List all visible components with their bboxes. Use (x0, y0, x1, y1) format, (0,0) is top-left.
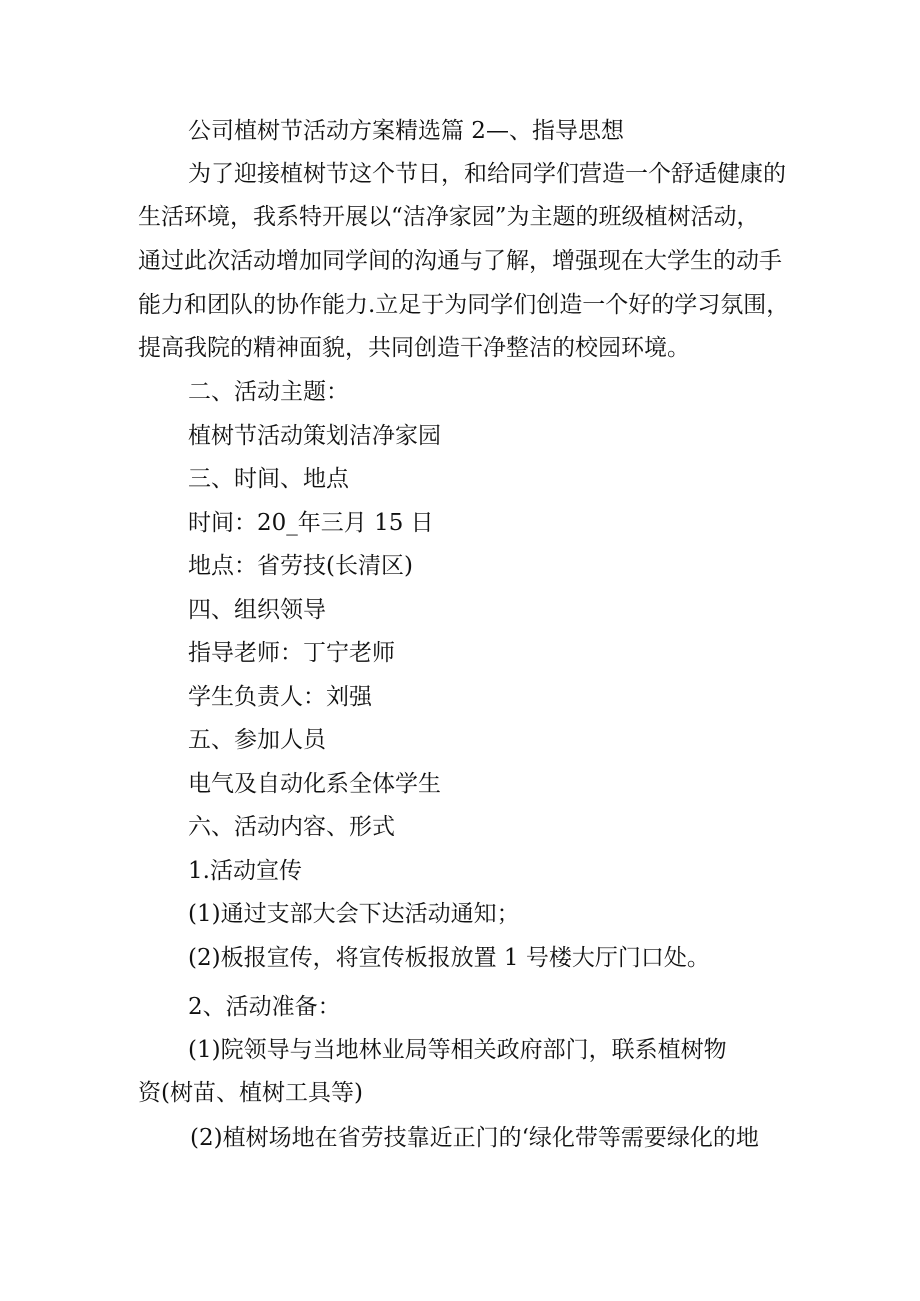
document-heading: 公司植树节活动方案精选篇 2—、指导思想 (188, 118, 624, 144)
section-6-2-title: 2、活动准备： (188, 994, 341, 1020)
section-2-title: 二、活动主题： (188, 379, 349, 405)
section-4-leader: 学生负责人：刘强 (188, 684, 372, 710)
section-3-place: 地点：省劳技(长清区) (188, 553, 413, 579)
intro-line-5: 提高我院的精神面貌，共同创造干净整洁的校园环境。 (138, 335, 690, 361)
section-4-teacher: 指导老师：丁宁老师 (188, 640, 395, 666)
section-2-body: 植树节活动策划洁净家园 (188, 423, 441, 449)
section-3-time: 时间：20_年三月 15 日 (188, 510, 434, 536)
section-6-2-item-a-line-1: (1)院领导与当地林业局等相关政府部门，联系植树物 (188, 1037, 727, 1063)
section-6-2-item-b: (2)植树场地在省劳技靠近正门的‘绿化带等需要绿化的地 (190, 1125, 759, 1151)
section-6-1-item-b: (2)板报宣传，将宣传板报放置 1 号楼大厅门口处。 (188, 945, 710, 971)
section-6-1-title: 1.活动宣传 (188, 858, 302, 884)
section-5-title: 五、参加人员 (188, 727, 326, 753)
intro-line-1: 为了迎接植树节这个节日，和给同学们营造一个舒适健康的 (188, 161, 786, 187)
section-6-1-item-a: (1)通过支部大会下达活动通知； (188, 901, 520, 927)
intro-line-4: 能力和团队的协作能力.立足于为同学们创造一个好的学习氛围， (138, 292, 790, 318)
section-5-body: 电气及自动化系全体学生 (188, 771, 441, 797)
section-3-title: 三、时间、地点 (188, 466, 349, 492)
intro-line-3: 通过此次活动增加同学间的沟通与了解，增强现在大学生的动手 (138, 248, 782, 274)
section-4-title: 四、组织领导 (188, 597, 326, 623)
section-6-2-item-a-line-2: 资(树苗、植树工具等) (138, 1080, 363, 1106)
section-6-title: 六、活动内容、形式 (188, 814, 395, 840)
intro-line-2: 生活环境，我系特开展以“洁净家园”为主题的班级植树活动， (138, 204, 760, 230)
